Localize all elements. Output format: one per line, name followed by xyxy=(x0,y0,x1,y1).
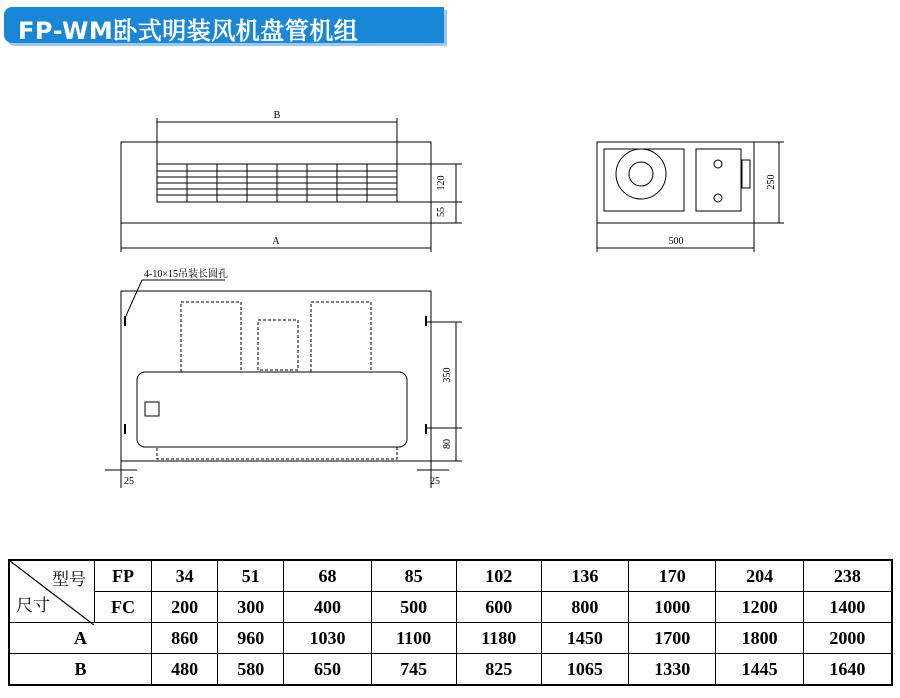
dim-label-500: 500 xyxy=(668,236,684,247)
table-cell: 1450 xyxy=(541,623,628,654)
table-cell: 800 xyxy=(541,592,628,623)
row-label-fp: FP xyxy=(95,560,152,592)
table-cell: 68 xyxy=(284,560,371,592)
header-size-label: 尺寸 xyxy=(16,596,50,616)
table-cell: 1400 xyxy=(803,592,892,623)
row-label-b: B xyxy=(9,654,152,686)
table-cell: 960 xyxy=(218,623,284,654)
table-cell: 825 xyxy=(456,654,541,686)
table-cell: 480 xyxy=(152,654,218,686)
side-view xyxy=(597,142,784,252)
table-cell: 136 xyxy=(541,560,628,592)
table-cell: 102 xyxy=(456,560,541,592)
table-cell: 204 xyxy=(716,560,803,592)
dim-label-80: 80 xyxy=(442,439,453,449)
dim-label-a: A xyxy=(272,236,280,247)
dim-label-120: 120 xyxy=(436,175,447,191)
table-row xyxy=(9,623,892,654)
page-title: FP-WM卧式明装风机盘管机组 xyxy=(18,17,359,45)
table-cell: 1800 xyxy=(716,623,803,654)
plan-view xyxy=(105,280,462,488)
dim-label-55: 55 xyxy=(436,207,447,217)
table-cell: 1330 xyxy=(629,654,716,686)
table-cell: 500 xyxy=(371,592,456,623)
table-cell: 650 xyxy=(284,654,371,686)
table-cell: 1640 xyxy=(803,654,892,686)
table-cell: 2000 xyxy=(803,623,892,654)
dim-label-b: B xyxy=(273,110,281,121)
header-diagonal-cell xyxy=(9,560,95,623)
dim-label-25-left: 25 xyxy=(124,476,134,487)
table-cell: 580 xyxy=(218,654,284,686)
row-label-fc: FC xyxy=(95,592,152,623)
front-view xyxy=(121,118,462,252)
table-cell: 85 xyxy=(371,560,456,592)
table-cell: 1065 xyxy=(541,654,628,686)
dim-label-350: 350 xyxy=(442,367,453,383)
table-cell: 1000 xyxy=(629,592,716,623)
table-cell: 1180 xyxy=(456,623,541,654)
table-row xyxy=(9,654,892,686)
table-cell: 1100 xyxy=(371,623,456,654)
table-cell: 1700 xyxy=(629,623,716,654)
mounting-hole-note: 4-10×15吊装长圆孔 xyxy=(144,269,228,280)
table-cell: 600 xyxy=(456,592,541,623)
table-cell: 300 xyxy=(218,592,284,623)
table-cell: 34 xyxy=(152,560,218,592)
table-cell: 238 xyxy=(803,560,892,592)
table-cell: 1030 xyxy=(284,623,371,654)
table-cell: 745 xyxy=(371,654,456,686)
table-cell: 860 xyxy=(152,623,218,654)
table-row xyxy=(9,592,892,623)
table-cell: 200 xyxy=(152,592,218,623)
table-cell: 400 xyxy=(284,592,371,623)
dim-label-25-right: 25 xyxy=(430,476,440,487)
table-cell: 1200 xyxy=(716,592,803,623)
dim-label-250: 250 xyxy=(766,174,777,190)
header-model-label: 型号 xyxy=(52,570,86,590)
table-row xyxy=(9,560,892,592)
table-cell: 170 xyxy=(629,560,716,592)
spec-table xyxy=(8,559,893,686)
table-cell: 51 xyxy=(218,560,284,592)
row-label-a: A xyxy=(9,623,152,654)
table-cell: 1445 xyxy=(716,654,803,686)
